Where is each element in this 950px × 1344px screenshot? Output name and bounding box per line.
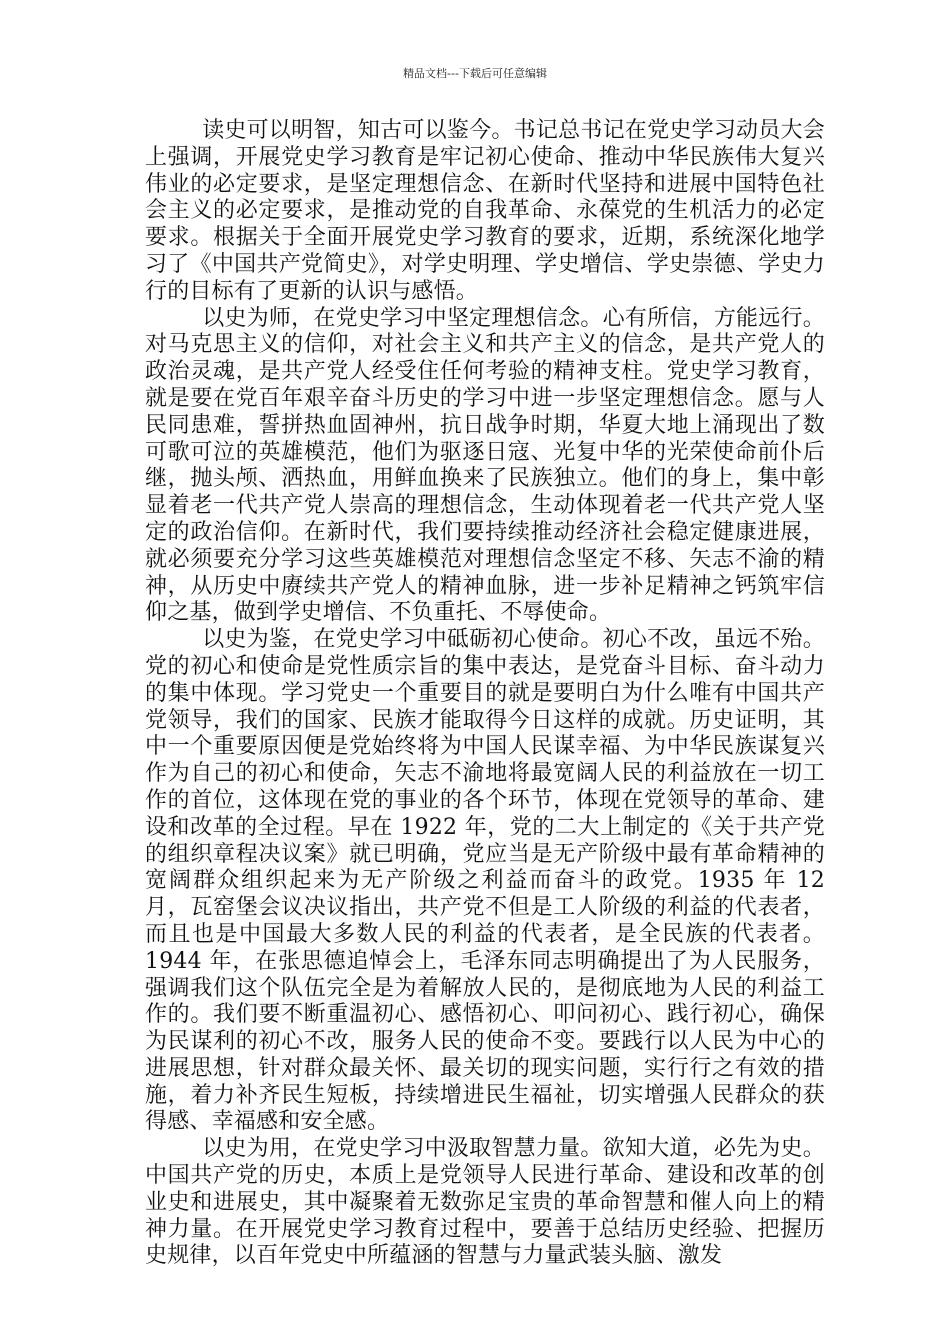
- paragraph-3: 以史为鉴，在党史学习中砥砺初心使命。初心不改，虽远不殆。党的初心和使命是党性质宗旨的集中表达，是党奋斗目标、奋斗动力的集中体现。学习党史一个重要目的就是要明白为什么唯有中国共产党领导，我们的国家、民族才能取得今日这样的成就。历史证明，其中一个重要原因便是党始终将为中国人民谋幸福、为中华民族谋复兴作为自己的初心和使命，矢志不渝地将最宽阔人民的利益放在一切工作的首位，这体现在党的事业的各个环节，体现在党领导的革命、建设和改革的全过程。早在 1922 年，党的二大上制定的《关于共产党的组织章程决议案》就已明确，党应当是无产阶级中最有革命精神的宽阔群众组织起来为无产阶级之利益而奋斗的政党。1935 年 12 月，瓦窑堡会议决议指出，共产党不但是工人阶级的利益的代表者，而且也是中国最大多数人民的利益的代表者，是全民族的代表者。1944 年，在张思德追悼会上，毛泽东同志明确提出了为人民服务，强调我们这个队伍完全是为着解放人民的，是彻底地为人民的利益工作的。我们要不断重温初心、感悟初心、叩问初心、践行初心，确保为民谋利的初心不改，服务人民的使命不变。要践行以人民为中心的进展思想，针对群众最关怀、最关切的现实问题，实行行之有效的措施，着力补齐民生短板，持续增进民生福祉，切实增强人民群众的获得感、幸福感和安全感。: [145, 627, 825, 1135]
- paragraph-4: 以史为用，在党史学习中汲取智慧力量。欲知大道，必先为史。中国共产党的历史，本质上是党领导人民进行革命、建设和改革的创业史和进展史，其中凝聚着无数弥足宝贵的革命智慧和催人向上的精神力量。在开展党史学习教育过程中，要善于总结历史经验、把握历史规律，以百年党史中所蕴涵的智慧与力量武装头脑、激发: [145, 1136, 825, 1269]
- page-header: 精品文档---下载后可任意编辑: [403, 67, 547, 80]
- paragraph-2: 以史为师，在党史学习中坚定理想信念。心有所信，方能远行。对马克思主义的信仰，对社会主义和共产主义的信念，是共产党人的政治灵魂，是共产党人经受住任何考验的精神支柱。党史学习教育，就是要在党百年艰辛奋斗历史的学习中进一步坚定理想信念。愿与人民同患难，誓拼热血固神州，抗日战争时期，华夏大地上涌现出了数可歌可泣的英雄模范，他们为驱逐日寇、光复中华的光荣使命前仆后继，抛头颅、洒热血，用鲜血换来了民族独立。他们的身上，集中彰显着老一代共产党人崇高的理想信念，生动体现着老一代共产党人坚定的政治信仰。在新时代，我们要持续推动经济社会稳定健康进展，就必须要充分学习这些英雄模范对理想信念坚定不移、矢志不渝的精神，从历史中赓续共产党人的精神血脉，进一步补足精神之钙筑牢信仰之基，做到学史增信、不负重托、不辱使命。: [145, 305, 825, 626]
- document-body: [145, 118, 825, 1270]
- paragraph-1: 读史可以明智，知古可以鉴今。书记总书记在党史学习动员大会上强调，开展党史学习教育是牢记初心使命、推动中华民族伟大复兴伟业的必定要求，是坚定理想信念、在新时代坚持和进展中国特色社会主义的必定要求，是推动党的自我革命、永葆党的生机活力的必定要求。根据关于全面开展党史学习教育的要求，近期，系统深化地学习了《中国共产党简史》，对学史明理、学史增信、学史崇德、学史力行的目标有了更新的认识与感悟。: [145, 118, 825, 304]
